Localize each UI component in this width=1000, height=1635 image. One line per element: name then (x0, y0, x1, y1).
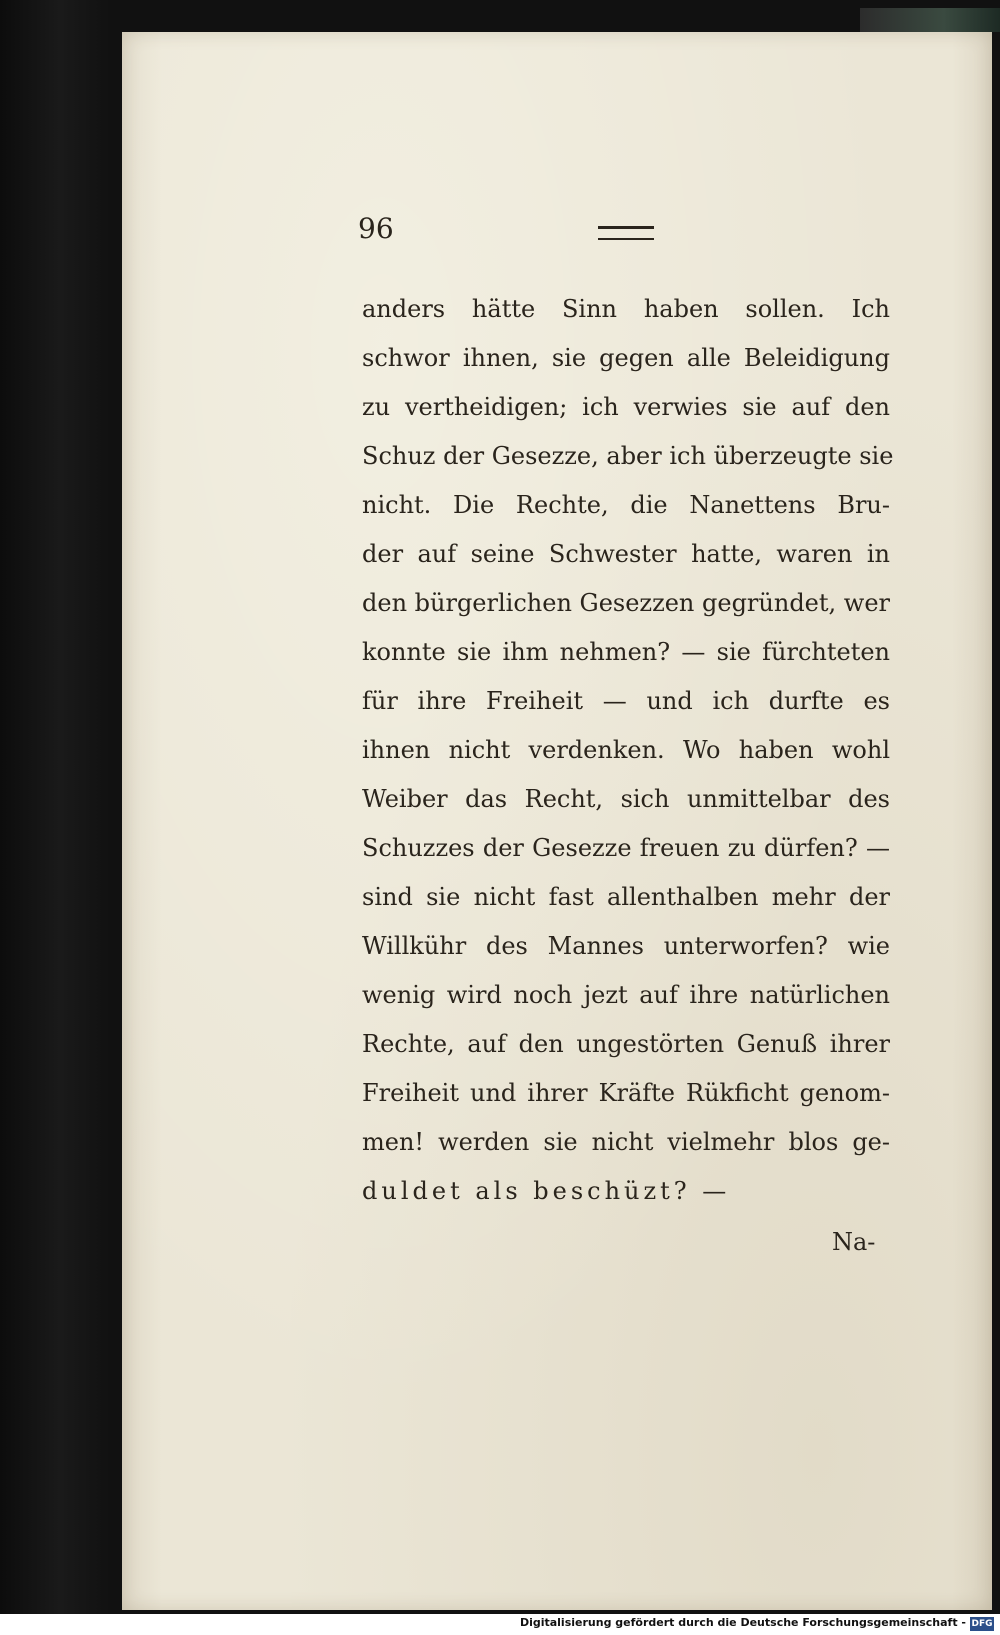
page-number: 96 (358, 212, 394, 245)
text-line: Freiheit und ihrer Kräfte Rükficht genom- (362, 1079, 890, 1107)
catchword: Na- (832, 1228, 876, 1256)
text-line: Schuz der Gesezze, aber ich überzeugte sie (362, 442, 894, 470)
text-line: zu vertheidigen; ich verwies sie auf den (362, 393, 890, 421)
text-line: ihnen nicht verdenken. Wo haben wohl (362, 736, 890, 764)
body-text (362, 285, 894, 1216)
text-line: nicht. Die Rechte, die Nanettens Bru- (362, 491, 890, 519)
text-line: Weiber das Recht, sich unmittelbar des (362, 785, 890, 813)
text-line: schwor ihnen, sie gegen alle Beleidigung (362, 344, 890, 372)
text-line: für ihre Freiheit — und ich durfte es (362, 687, 890, 715)
footer-bar (0, 1614, 1000, 1635)
text-line: Schuzzes der Gesezze freuen zu dürfen? — (362, 834, 890, 862)
text-line: Rechte, auf den ungestörten Genuß ihrer (362, 1030, 890, 1058)
header-rule (598, 226, 654, 240)
funding-credit: Digitalisierung gefördert durch die Deutsche Forschungsgemeinschaft - (519, 1616, 966, 1629)
text-line: wenig wird noch jezt auf ihre natürlichen (362, 981, 890, 1009)
dfg-logo: DFG (971, 1619, 993, 1629)
text-line: konnte sie ihm nehmen? — sie fürchteten (362, 638, 890, 666)
book-edge (860, 8, 1000, 32)
text-line: men! werden sie nicht vielmehr blos ge- (362, 1128, 890, 1156)
text-line: den bürgerlichen Gesezzen gegründet, wer (362, 589, 890, 617)
text-line: duldet als beschüzt? — (362, 1177, 731, 1205)
text-line: der auf seine Schwester hatte, waren in (362, 540, 890, 568)
text-line: sind sie nicht fast allenthalben mehr der (362, 883, 890, 911)
text-line: anders hätte Sinn haben sollen. Ich (362, 295, 890, 323)
text-line: Willkühr des Mannes unterworfen? wie (362, 932, 890, 960)
